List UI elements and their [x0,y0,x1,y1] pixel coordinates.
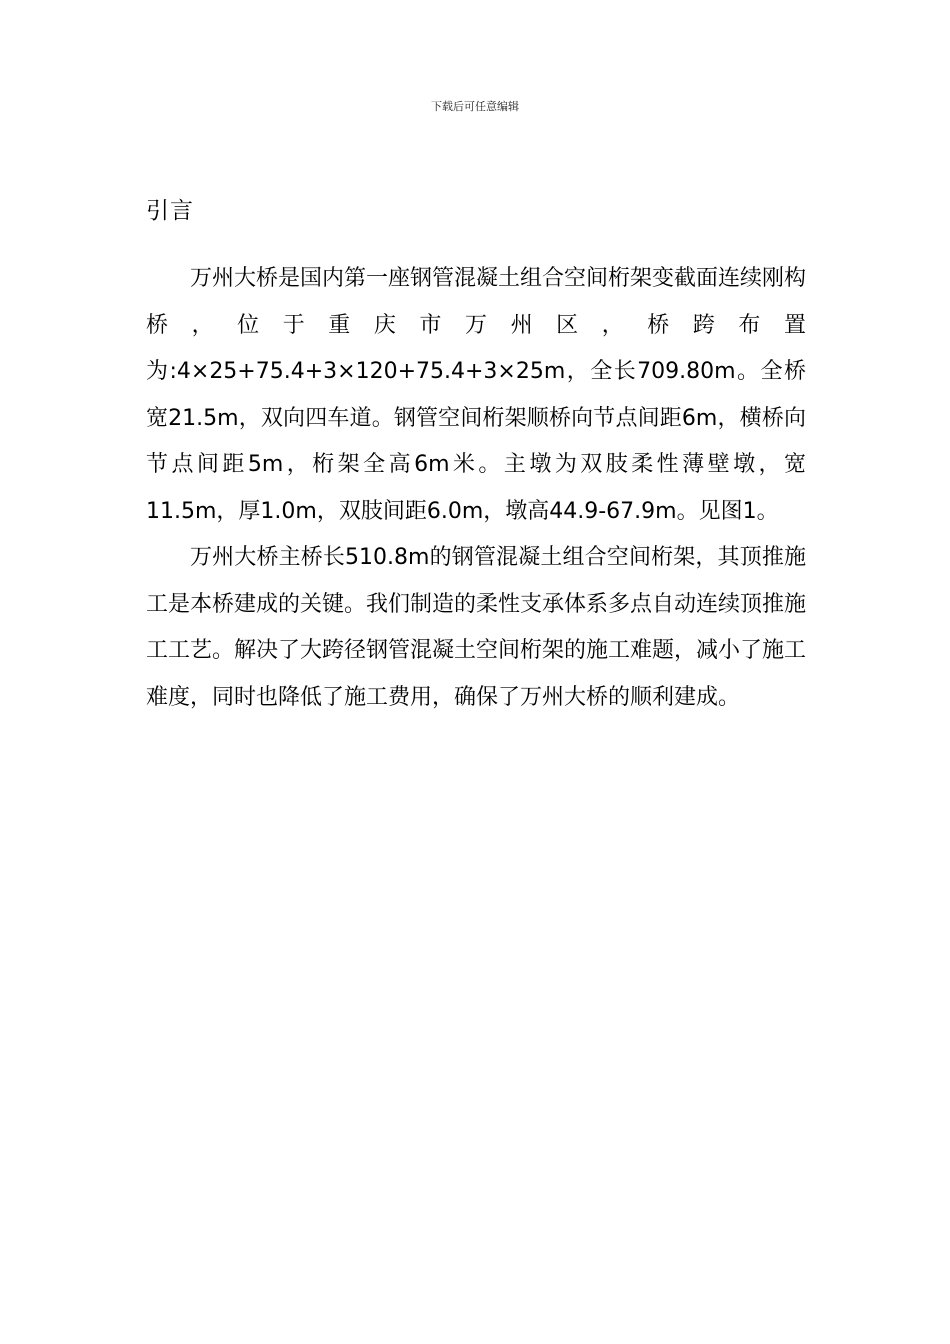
body-text [146,256,806,721]
paragraph-bridge-overview: 万州大桥是国内第一座钢管混凝土组合空间桁架变截面连续刚构桥，位于重庆市万州区，桥跨布置为:4×25+75.4+3×120+75.4+3×25m，全长709.80m。全桥宽21.5m，双向四车道。钢管空间桁架顺桥向节点间距6m，横桥向节点间距5m，桁架全高6m米。主墩为双肢柔性薄壁墩，宽11.5m，厚1.0m，双肢间距6.0m，墩高44.9-67.9m。见图1。 [146,266,807,524]
paragraph-construction-method: 万州大桥主桥长510.8m的钢管混凝土组合空间桁架，其顶推施工是本桥建成的关键。我们制造的柔性支承体系多点自动连续顶推施工工艺。解决了大跨径钢管混凝土空间桁架的施工难题，减小了施工难度，同时也降低了施工费用，确保了万州大桥的顺利建成。 [146,545,807,710]
section-heading: 引言 [146,198,194,224]
header-note: 下载后可任意编辑 [431,100,519,113]
